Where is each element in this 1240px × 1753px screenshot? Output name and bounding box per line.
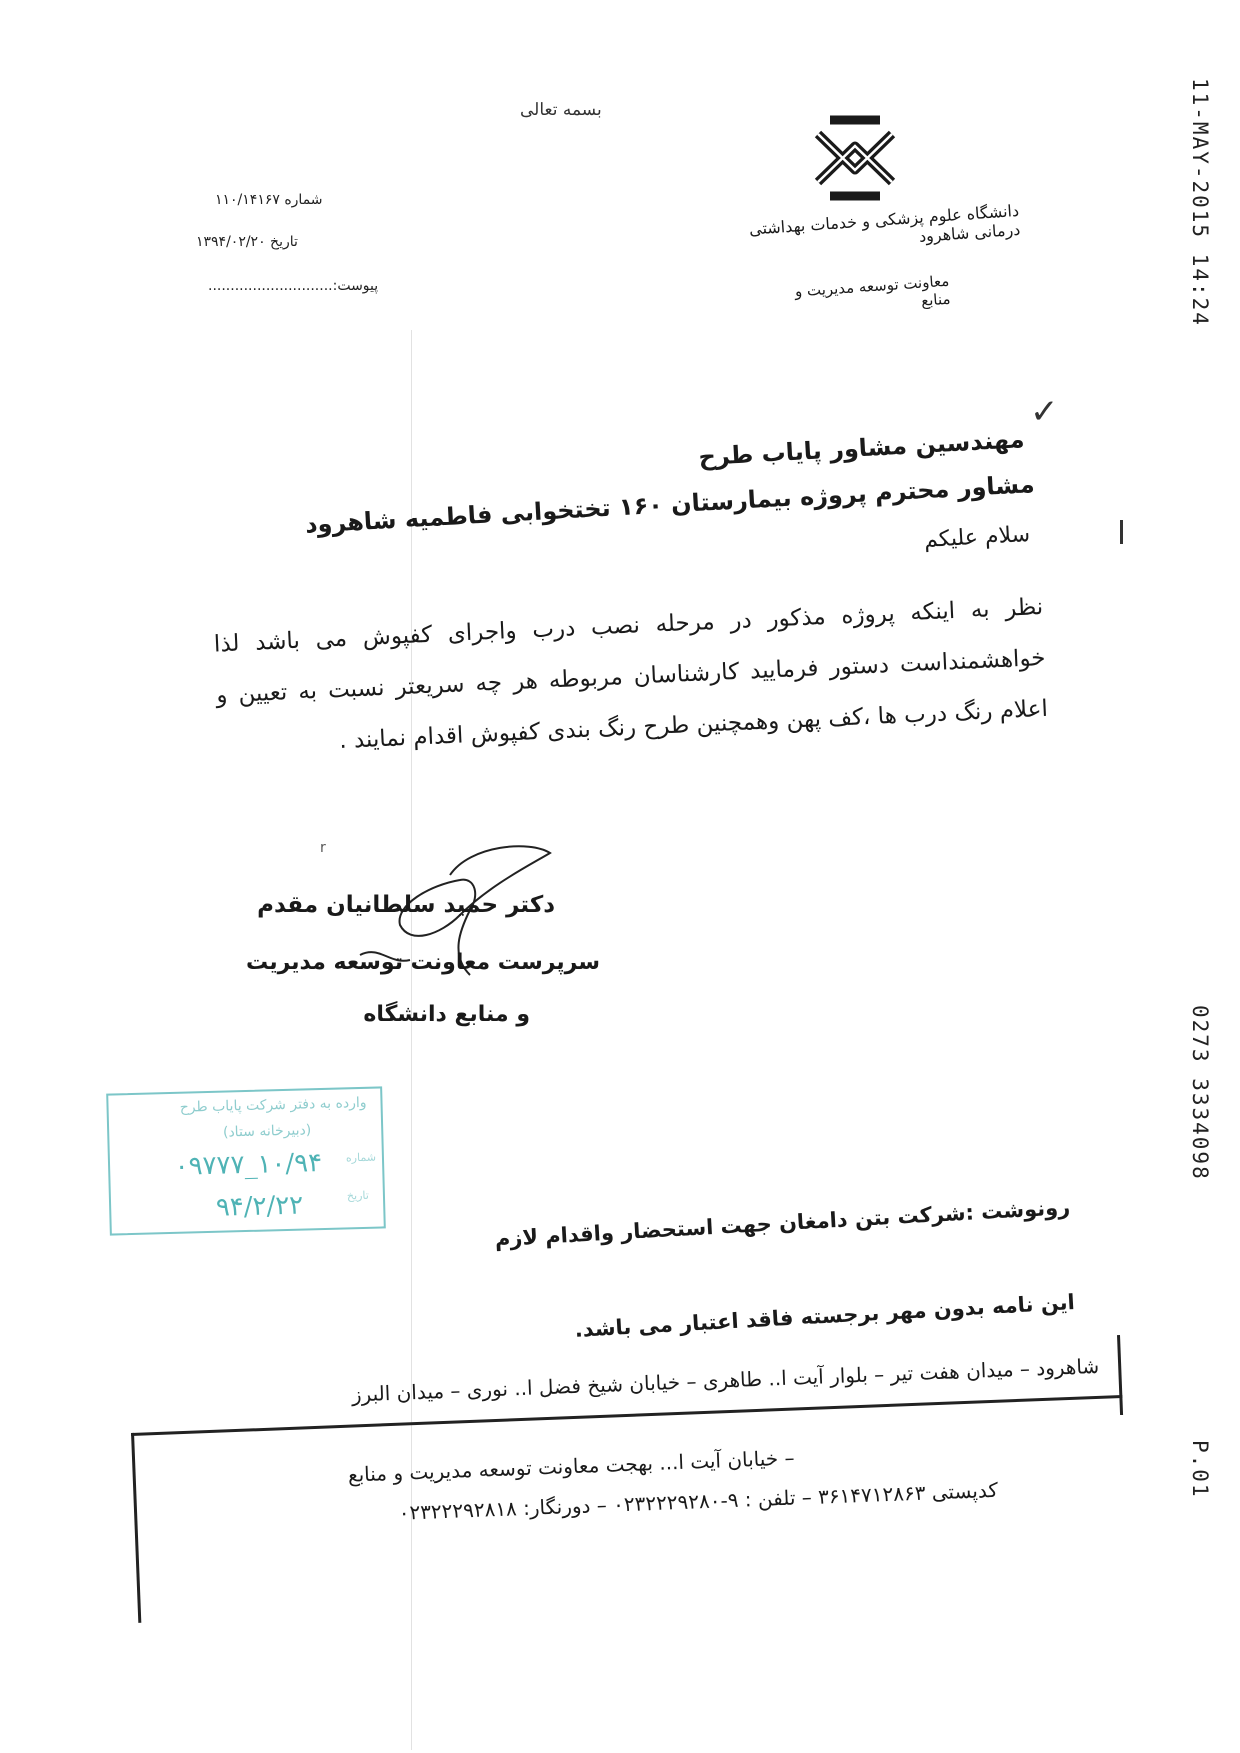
body-paragraph: نظر به اینکه پروژه مذکور در مرحله نصب درب واجرای کفپوش می باشد لذا خواهشمنداست دستور فرمایید کارشناسان مربوطه هر چه سریعتر نسبت به تعیین و اعلام رنگ درب ها ،کف پهن وهمچنین طرح رنگ بندی کفپوش اقدام نمایند . xyxy=(213,593,1049,755)
stamp-date: ۹۴/۲/۲۲ xyxy=(215,1190,304,1223)
fax-page: P.01 xyxy=(1188,1440,1212,1499)
address-line-3: کدپستی ۳۶۱۴۷۱۲۸۶۳ – تلفن : ۹-۰۲۳۲۲۲۹۲۸۰ – دورنگار: ۰۲۳۲۲۲۹۲۸۱۸ xyxy=(398,1477,999,1525)
fax-datetime: 11-MAY-2015 14:24 xyxy=(1188,78,1212,327)
signer-title-line-2: و منابع دانشگاه xyxy=(363,1002,530,1027)
addressee-line-1: مهندسین مشاور پایاب طرح xyxy=(697,425,1025,472)
letter-number-value: ۱۱۰/۱۴۱۶۷ xyxy=(215,192,280,208)
letter-number xyxy=(215,192,323,208)
check-mark-icon: ✓ xyxy=(1030,392,1059,432)
university-name: دانشگاه علوم پزشکی و خدمات بهداشتی درمانی شاهرود xyxy=(748,200,1021,246)
stamp-number: ۱۰/۹۴_۰۹۷۷۷ xyxy=(174,1148,323,1182)
letter-date-value: ۱۳۹۴/۰۲/۲۰ xyxy=(196,234,266,250)
basmala: بسمه تعالی xyxy=(520,100,602,120)
address-box-right-border xyxy=(1117,1335,1123,1415)
address-line-1: شاهرود – میدان هفت تیر – بلوار آیت ا.. طاهری – خیابان شیخ فضل ا.. نوری – میدان البرز xyxy=(351,1353,1100,1407)
margin-tick xyxy=(1120,520,1123,544)
letter-date-label: تاریخ xyxy=(270,234,298,250)
footer-address-box xyxy=(129,1335,1130,1623)
cc-line: رونوشت :شرکت بتن دامغان جهت استحضار واقدام لازم xyxy=(494,1195,1071,1252)
letter-date xyxy=(196,234,298,250)
receipt-stamp xyxy=(106,1086,386,1235)
signer-title-line-1: سرپرست معاونت توسعه مدیریت xyxy=(246,950,600,975)
margin-mark: r xyxy=(320,840,326,856)
signer-name: دکتر حمید سلطانیان مقدم xyxy=(257,892,555,918)
validity-note: این نامه بدون مهر برجسته فاقد اعتبار می باشد. xyxy=(574,1290,1076,1342)
letter-attachment: پیوست:............................ xyxy=(208,278,379,294)
address-box-top-border xyxy=(131,1395,1122,1436)
stamp-line-1: وارده به دفتر شرکت پایاب طرح xyxy=(179,1094,367,1116)
greeting: سلام علیکم xyxy=(923,522,1031,553)
address-box-left-border xyxy=(131,1433,141,1623)
university-logo xyxy=(800,112,910,204)
address-line-2: – خیابان آیت ا... بهجت معاونت توسعه مدیریت و منابع xyxy=(347,1445,795,1487)
department-name: معاونت توسعه مدیریت و منابع xyxy=(794,271,952,310)
letter-number-label: شماره xyxy=(284,192,323,208)
stamp-number-label: شماره xyxy=(345,1150,377,1165)
addressee-line-2: مشاور محترم پروژه بیمارستان ۱۶۰ تختخوابی فاطمیه شاهرود xyxy=(304,470,1036,539)
stamp-line-2: (دبیرخانه ستاد) xyxy=(222,1122,312,1141)
stamp-date-label: تاریخ xyxy=(346,1188,370,1203)
fax-phone: 0273 3334098 xyxy=(1188,1005,1212,1181)
